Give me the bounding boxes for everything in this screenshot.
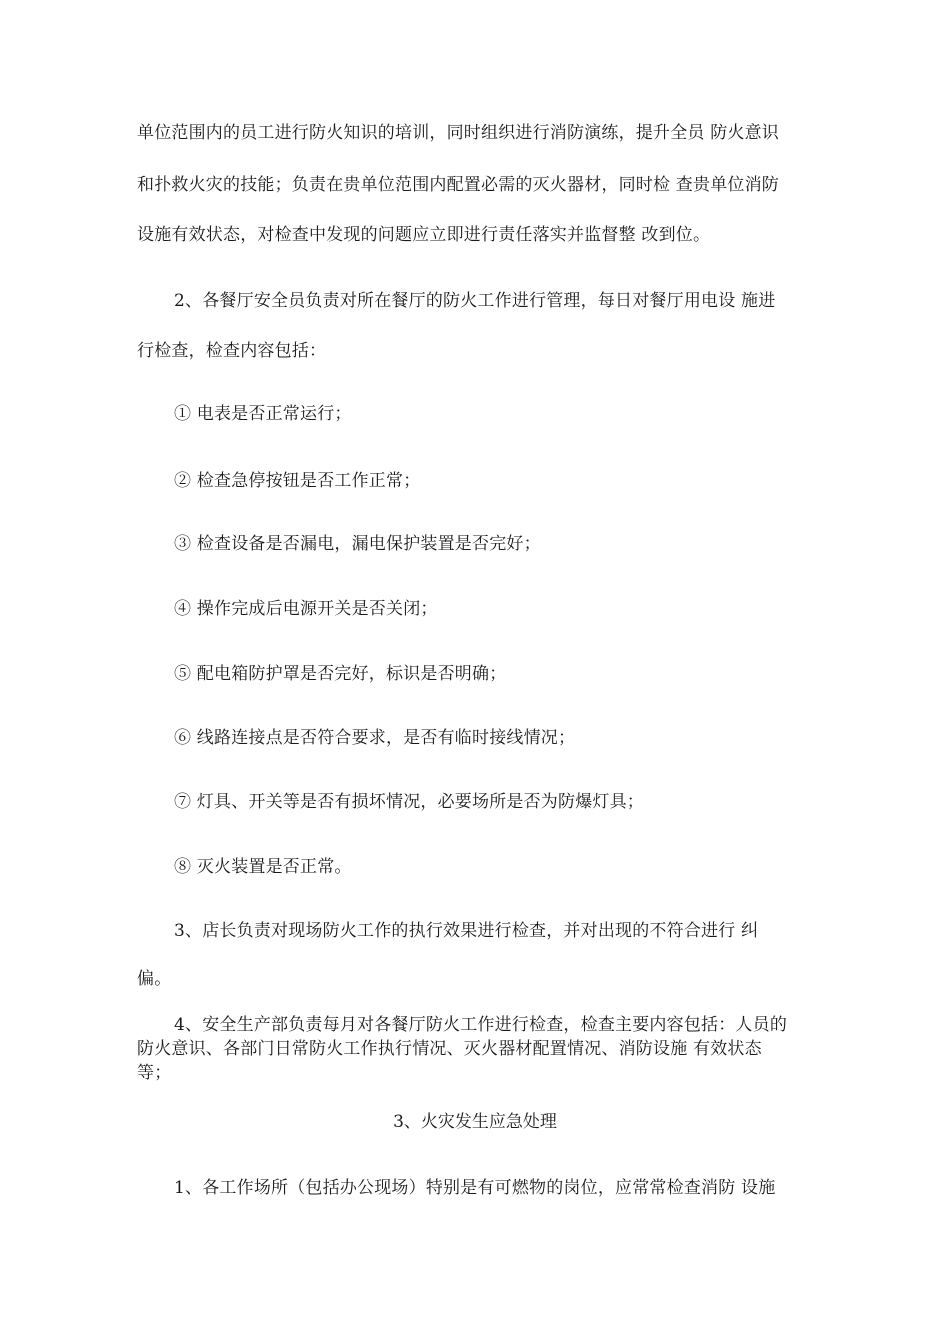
checklist-item: ⑤ 配电箱防护罩是否完好，标识是否明确； [174,664,507,684]
paragraph-line: 行检查，检查内容包括： [137,341,327,361]
checklist-item: ② 检查急停按钮是否工作正常； [174,471,421,491]
paragraph-line: 单位范围内的员工进行防火知识的培训，同时组织进行消防演练，提升全员 防火意识 [137,123,780,143]
paragraph-compact [137,1013,827,1085]
paragraph-line: 4、安全生产部负责每月对各餐厅防火工作进行检查，检查主要内容包括：人员的 [174,1015,788,1035]
checklist-item: ⑦ 灯具、开关等是否有损坏情况，必要场所是否为防爆灯具； [174,792,645,812]
paragraph-line: 设施有效状态，对检查中发现的问题应立即进行责任落实并监督整 改到位。 [137,225,711,245]
paragraph-line: 和扑救火灾的技能；负责在贵单位范围内配置必需的灭火器材，同时检 查贵单位消防 [137,175,780,195]
paragraph-line: 3、店长负责对现场防火工作的执行效果进行检查，并对出现的不符合进行 纠 [174,921,759,941]
section-heading: 3、火灾发生应急处理 [393,1112,557,1132]
checklist-item: ④ 操作完成后电源开关是否关闭； [174,599,438,619]
paragraph-line: 2、各餐厅安全员负责对所在餐厅的防火工作进行管理，每日对餐厅用电设 施进 [174,291,776,311]
paragraph-line: 防火意识、各部门日常防火工作执行情况、灭火器材配置情况、消防设施 有效状态 [137,1039,762,1059]
paragraph-line: 偏。 [137,969,172,989]
checklist-item: ① 电表是否正常运行； [174,404,352,424]
checklist-item: ⑧ 灭火装置是否正常。 [174,857,352,877]
checklist-item: ⑥ 线路连接点是否符合要求，是否有临时接线情况； [174,728,576,748]
checklist-item: ③ 检查设备是否漏电，漏电保护装置是否完好； [174,534,541,554]
paragraph-line: 等； [137,1063,172,1083]
paragraph-line: 1、各工作场所（包括办公现场）特别是有可燃物的岗位，应常常检查消防 设施 [174,1178,776,1198]
